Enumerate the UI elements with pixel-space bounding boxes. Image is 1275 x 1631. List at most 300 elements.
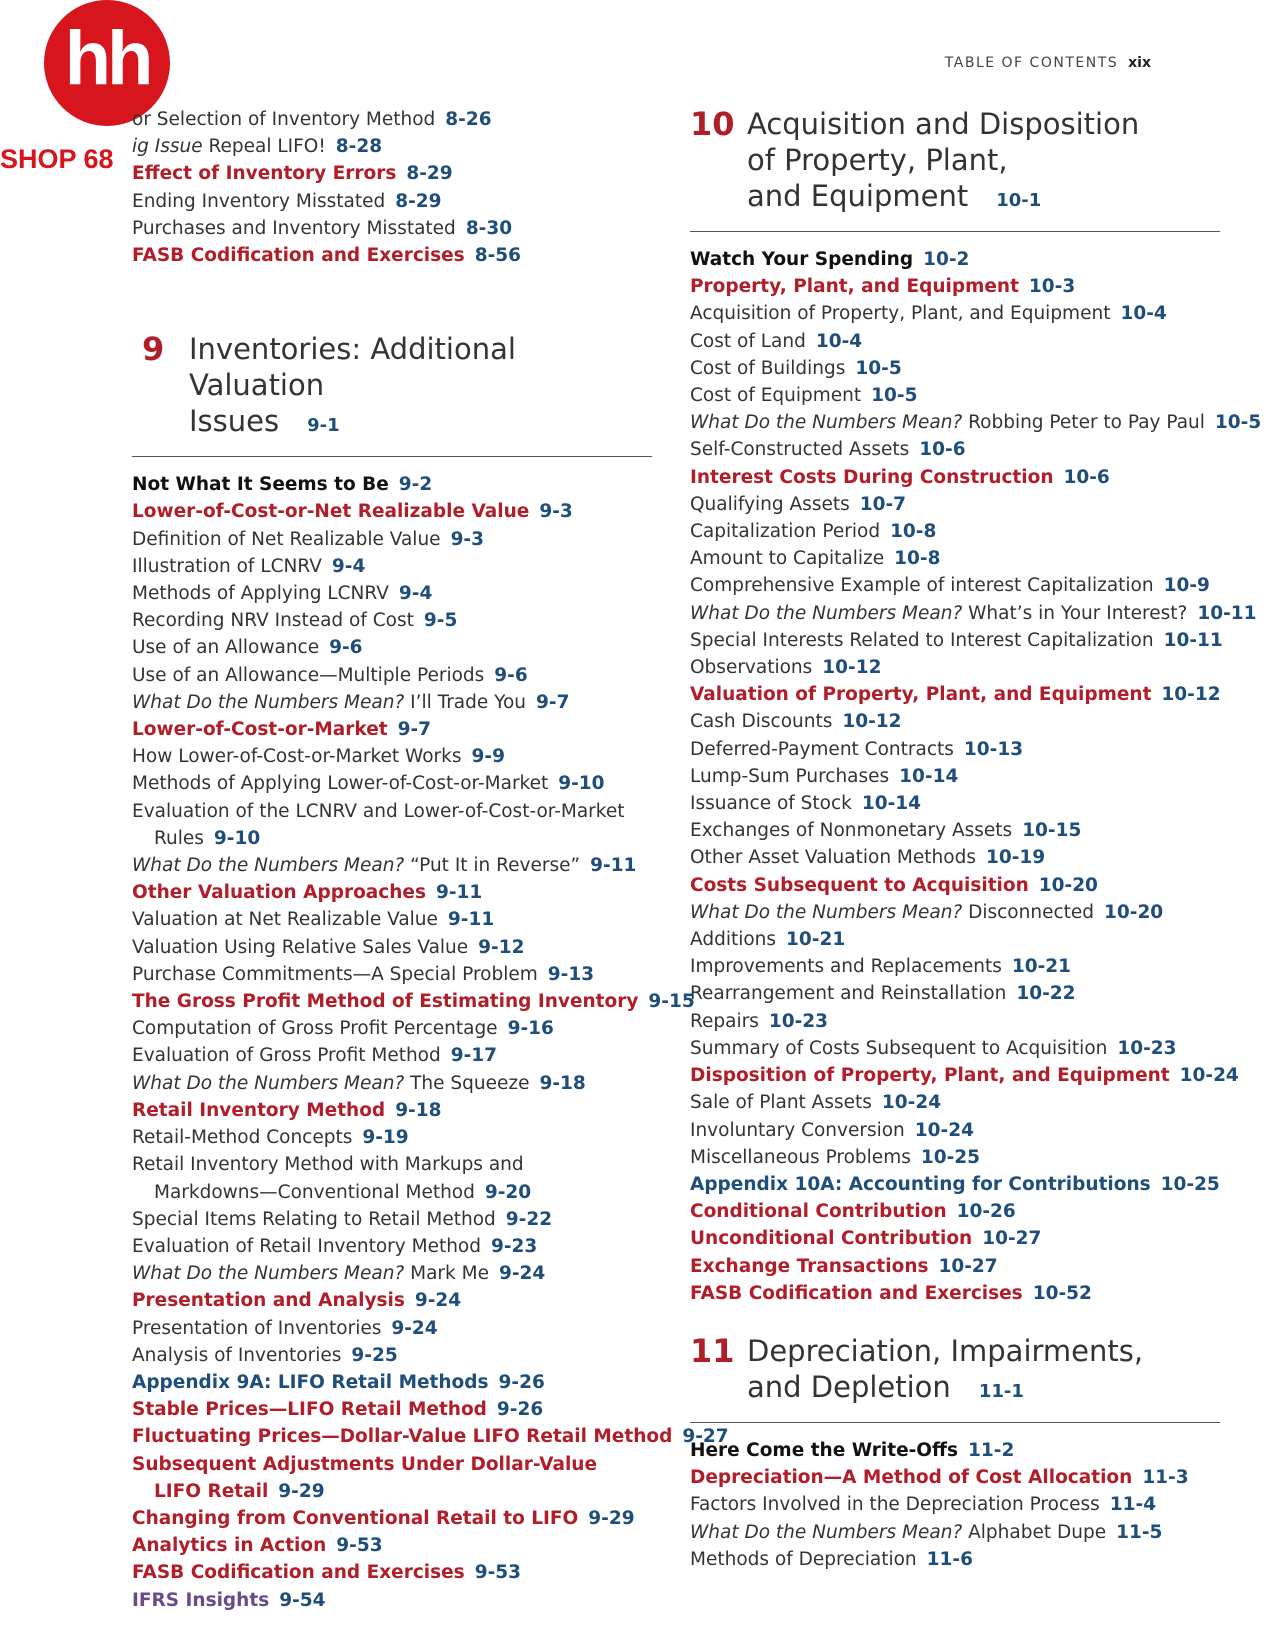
entry-page: 10-11 <box>1163 629 1223 651</box>
entry-title: Deferred-Payment Contracts <box>690 738 954 760</box>
entry-page: 10-24 <box>1179 1065 1239 1087</box>
entry-page: 9-15 <box>648 991 695 1013</box>
entry-page: 10-25 <box>920 1146 981 1168</box>
entry-page: 9-3 <box>539 501 573 523</box>
entry-page: 9-18 <box>395 1099 442 1121</box>
entry-page: 10-5 <box>855 357 902 379</box>
toc-entry[interactable] <box>690 681 1220 708</box>
entry-title: Definition of Net Realizable Value <box>132 528 441 550</box>
toc-entry[interactable] <box>690 817 1220 844</box>
toc-entry[interactable] <box>132 1042 652 1069</box>
entry-page: 10-21 <box>1011 956 1072 978</box>
toc-entry[interactable] <box>132 1179 652 1206</box>
chapter-title: Depreciation, Impairments, and Depletion 11-1 <box>747 1333 1144 1404</box>
toc-entry[interactable] <box>132 580 652 607</box>
entry-title: Property, Plant, and Equipment <box>690 276 1019 298</box>
entry-subtitle: The Squeeze <box>404 1072 530 1094</box>
entry-page: 10-27 <box>982 1228 1042 1250</box>
toc-entry[interactable] <box>132 1206 652 1233</box>
toc-entry[interactable] <box>132 1260 652 1287</box>
entry-title: Sale of Plant Assets <box>690 1092 872 1114</box>
entry-title: Improvements and Replacements <box>690 956 1002 978</box>
entry-title: Methods of Applying LCNRV <box>132 583 389 605</box>
entry-page: 9-11 <box>590 855 637 877</box>
entry-title: Cost of Buildings <box>690 357 846 379</box>
entry-page: 10-9 <box>1163 575 1210 597</box>
entry-title: Use of an Allowance—Multiple Periods <box>132 664 485 686</box>
entry-title: Cash Discounts <box>690 711 833 733</box>
toc-entry[interactable] <box>132 498 652 525</box>
chapter-9-heading <box>132 327 652 457</box>
chapter-number: 9 <box>142 330 165 369</box>
entry-page: 10-20 <box>1038 874 1098 896</box>
entry-page: 9-26 <box>496 1399 544 1421</box>
entry-title: Changing from Conventional Retail to LIFO <box>132 1507 579 1529</box>
toc-entry[interactable] <box>690 518 1220 545</box>
entry-page: 10-14 <box>861 793 922 815</box>
toc-entry[interactable] <box>132 1070 652 1097</box>
toc-entry[interactable] <box>690 1171 1220 1198</box>
toc-entry[interactable] <box>690 763 1220 790</box>
entry-subtitle: I’ll Trade You <box>404 691 527 713</box>
entry-title: Capitalization Period <box>690 521 881 543</box>
toc-entry[interactable] <box>132 1233 652 1260</box>
toc-entry[interactable] <box>132 1532 652 1559</box>
entry-title: What Do the Numbers Mean? <box>132 1263 405 1285</box>
toc-entry[interactable] <box>690 627 1223 654</box>
entry-page: 10-24 <box>914 1119 974 1141</box>
toc-entry[interactable] <box>690 1144 1220 1171</box>
entry-subtitle: “Put It in Reverse” <box>404 855 581 877</box>
hh-logo-icon: hh <box>44 0 170 126</box>
chapter-page: 10-1 <box>996 190 1042 211</box>
entry-page: 9-17 <box>450 1045 498 1067</box>
toc-entry[interactable] <box>132 743 652 770</box>
entry-title: Conditional Contribution <box>690 1201 947 1223</box>
entry-title: Repairs <box>690 1010 759 1032</box>
toc-entry[interactable] <box>690 1519 1220 1546</box>
entry-title: Purchase Commitments—A Special Problem <box>132 963 538 985</box>
entry-page: 9-4 <box>398 583 433 605</box>
toc-entry[interactable] <box>132 1015 652 1042</box>
toc-entry[interactable] <box>690 708 1220 735</box>
entry-title: Watch Your Spending <box>690 249 914 270</box>
entry-title: Unconditional Contribution <box>690 1228 973 1250</box>
toc-entry[interactable] <box>690 545 1220 572</box>
entry-title: Subsequent Adjustments Under Dollar-Value <box>132 1453 598 1475</box>
entry-page: 11-2 <box>968 1439 1015 1461</box>
toc-entry[interactable] <box>132 1505 652 1532</box>
toc-entry[interactable] <box>132 1287 652 1314</box>
entry-title: Evaluation of Gross Profit Method <box>132 1045 441 1067</box>
entry-page: 9-9 <box>471 746 505 768</box>
entry-subtitle: What’s in Your Interest? <box>962 602 1188 624</box>
toc-entry[interactable] <box>132 1478 652 1505</box>
entry-page: 10-12 <box>1161 684 1221 706</box>
entry-page: 9-2 <box>398 474 433 496</box>
toc-entry[interactable] <box>132 934 652 961</box>
chapter-page: 11-1 <box>978 1380 1024 1402</box>
entry-title: ig Issue <box>132 136 203 158</box>
entry-title: Effect of Inventory Errors <box>132 163 397 185</box>
toc-entry[interactable] <box>690 926 1220 953</box>
entry-title: FASB Codification and Exercises <box>132 245 465 267</box>
entry-subtitle: Repeal LIFO! <box>202 136 326 158</box>
toc-entry[interactable] <box>690 1437 1220 1464</box>
toc-entry[interactable] <box>132 1396 652 1423</box>
entry-page: 9-20 <box>484 1181 532 1203</box>
toc-entry[interactable] <box>132 825 652 852</box>
entry-title: Other Valuation Approaches <box>132 882 426 904</box>
toc-entry[interactable] <box>132 988 695 1015</box>
toc-entry[interactable] <box>690 600 1257 627</box>
toc-entry[interactable] <box>690 1464 1220 1491</box>
toc-entry[interactable] <box>690 1225 1220 1252</box>
entry-title: LIFO Retail <box>154 1480 269 1502</box>
entry-page: 10-24 <box>881 1092 942 1114</box>
entry-title: Summary of Costs Subsequent to Acquisition <box>690 1037 1108 1059</box>
toc-entry[interactable] <box>690 355 1220 382</box>
entry-page: 9-22 <box>505 1208 553 1230</box>
entry-title: Acquisition of Property, Plant, and Equipment <box>690 303 1111 325</box>
entry-page: 9-27 <box>682 1426 729 1448</box>
entry-title: Interest Costs During Construction <box>690 466 1054 488</box>
entry-page: 9-16 <box>507 1018 554 1040</box>
toc-entry[interactable] <box>132 133 652 160</box>
toc-entry[interactable] <box>690 436 1220 463</box>
toc-entry[interactable] <box>132 553 652 580</box>
entry-page: 10-22 <box>1016 983 1076 1005</box>
toc-entry[interactable] <box>132 1097 652 1124</box>
entry-page: 11-6 <box>926 1548 973 1570</box>
entry-page: 10-20 <box>1104 901 1164 923</box>
entry-title: or Selection of Inventory Method <box>132 109 436 130</box>
entry-page: 8-30 <box>465 217 513 239</box>
entry-page: 10-8 <box>890 521 937 543</box>
entry-title: Stable Prices—LIFO Retail Method <box>132 1399 487 1421</box>
toc-entry[interactable] <box>690 844 1220 871</box>
toc-entry[interactable] <box>132 526 652 553</box>
toc-entry[interactable] <box>690 1008 1220 1035</box>
entry-title: How Lower-of-Cost-or-Market Works <box>132 746 462 768</box>
entry-title: Issuance of Stock <box>690 793 852 815</box>
entry-title: What Do the Numbers Mean? <box>690 412 963 434</box>
entry-title: Presentation and Analysis <box>132 1290 405 1312</box>
toc-entry[interactable] <box>690 953 1220 980</box>
toc-entry[interactable] <box>690 1253 1220 1280</box>
toc-entry[interactable] <box>132 215 652 242</box>
shop-label: SHOP 68 <box>0 144 114 174</box>
toc-entry[interactable] <box>132 852 652 879</box>
toc-entry[interactable] <box>690 1198 1220 1225</box>
entry-page: 10-5 <box>871 385 918 407</box>
entry-title: Self-Constructed Assets <box>690 439 910 461</box>
entry-title: Amount to Capitalize <box>690 548 885 570</box>
toc-entry[interactable] <box>690 1062 1239 1089</box>
entry-page: 9-25 <box>351 1344 398 1366</box>
entry-title: Retail Inventory Method <box>132 1099 386 1121</box>
entry-page: 10-6 <box>1063 466 1110 488</box>
entry-page: 9-11 <box>447 909 495 931</box>
entry-title: Rules <box>154 827 204 849</box>
entry-title: Exchanges of Nonmonetary Assets <box>690 820 1013 842</box>
entry-page: 10-23 <box>1117 1037 1177 1059</box>
toc-entry[interactable] <box>132 1451 652 1478</box>
entry-page: 9-18 <box>539 1072 586 1094</box>
entry-title: Disposition of Property, Plant, and Equipment <box>690 1065 1170 1087</box>
entry-page: 9-29 <box>588 1507 635 1529</box>
toc-entry[interactable] <box>690 300 1220 327</box>
entry-title: Valuation of Property, Plant, and Equipment <box>690 684 1152 706</box>
entry-page: 9-7 <box>536 691 570 713</box>
entry-page: 10-13 <box>963 738 1024 760</box>
toc-entry[interactable] <box>690 872 1220 899</box>
toc-entry[interactable] <box>690 899 1220 926</box>
entry-title: Not What It Seems to Be <box>132 474 389 496</box>
chapter-number: 11 <box>690 1331 735 1370</box>
toc-entry[interactable] <box>132 160 652 187</box>
entry-title: Cost of Equipment <box>690 385 862 407</box>
entry-title: Appendix 9A: LIFO Retail Methods <box>132 1371 489 1393</box>
toc-entry[interactable] <box>690 1280 1220 1307</box>
entry-title: Lower-of-Cost-or-Net Realizable Value <box>132 501 530 523</box>
entry-page: 10-3 <box>1028 276 1076 298</box>
entry-page: 9-4 <box>331 555 366 577</box>
entry-page: 9-10 <box>213 827 261 849</box>
entry-title: Cost of Land <box>690 330 806 352</box>
entry-title: What Do the Numbers Mean? <box>132 855 405 877</box>
toc-entry[interactable] <box>132 188 652 215</box>
toc-entry[interactable] <box>132 961 652 988</box>
toc-entry[interactable] <box>132 879 652 906</box>
toc-entry[interactable] <box>132 634 652 661</box>
entry-page: 9-13 <box>547 963 595 985</box>
entry-title: Additions <box>690 929 777 951</box>
entry-title: Retail Inventory Method with Markups and <box>132 1154 524 1176</box>
entry-page: 9-54 <box>279 1589 326 1611</box>
entry-title: Purchases and Inventory Misstated <box>132 217 456 239</box>
entry-title: Ending Inventory Misstated <box>132 190 386 212</box>
toc-entry[interactable] <box>690 464 1220 491</box>
entry-page: 10-4 <box>815 330 863 352</box>
entry-page: 9-19 <box>362 1127 409 1149</box>
toc-entry[interactable] <box>690 246 1220 273</box>
toc-entry[interactable] <box>690 980 1220 1007</box>
chapter-11-entries <box>690 1437 1220 1573</box>
toc-entry[interactable] <box>132 1151 652 1178</box>
entry-page: 8-29 <box>406 163 453 185</box>
toc-entry[interactable] <box>132 770 652 797</box>
running-header <box>945 55 1151 71</box>
entry-page: 9-24 <box>414 1290 462 1312</box>
toc-entry[interactable] <box>690 382 1220 409</box>
entry-title: Factors Involved in the Depreciation Process <box>690 1494 1100 1516</box>
entry-title: Appendix 10A: Accounting for Contributions <box>690 1173 1151 1195</box>
entry-title: Lump-Sum Purchases <box>690 765 890 787</box>
entry-title: Valuation at Net Realizable Value <box>132 909 438 931</box>
entry-subtitle: Disconnected <box>962 901 1095 923</box>
toc-entry[interactable] <box>690 654 1220 681</box>
chapter-10-entries <box>690 246 1262 1307</box>
ch8-entries <box>132 106 652 269</box>
entry-page: 9-24 <box>498 1263 546 1285</box>
entry-title: Use of an Allowance <box>132 637 320 659</box>
entry-title: Evaluation of the LCNRV and Lower-of-Cost-or-Market <box>132 800 625 822</box>
entry-title: Exchange Transactions <box>690 1255 929 1277</box>
toc-entry[interactable] <box>690 491 1220 518</box>
toc-entry[interactable] <box>690 1089 1220 1116</box>
entry-page: 8-26 <box>445 109 492 130</box>
entry-page: 10-21 <box>786 929 846 951</box>
entry-title: Fluctuating Prices—Dollar-Value LIFO Retail Method <box>132 1426 673 1448</box>
toc-entry[interactable] <box>690 1491 1220 1518</box>
entry-title: What Do the Numbers Mean? <box>132 1072 405 1094</box>
toc-entry[interactable] <box>690 1546 1220 1573</box>
entry-page: 10-15 <box>1022 820 1082 842</box>
toc-entry[interactable] <box>690 328 1220 355</box>
entry-title: Comprehensive Example of interest Capitalization <box>690 575 1154 597</box>
chapter-number: 10 <box>690 105 735 143</box>
entry-page: 10-4 <box>1120 303 1167 325</box>
entry-title: Analytics in Action <box>132 1535 327 1557</box>
entry-page: 10-6 <box>919 439 966 461</box>
entry-page: 10-12 <box>822 657 882 679</box>
entry-page: 10-27 <box>938 1255 998 1277</box>
entry-page: 10-5 <box>1214 412 1262 434</box>
chapter-10-heading <box>690 106 1220 232</box>
entry-page: 10-26 <box>956 1201 1016 1223</box>
entry-title: Depreciation—A Method of Cost Allocation <box>690 1467 1133 1489</box>
entry-page: 9-12 <box>478 936 525 958</box>
entry-page: 9-26 <box>498 1371 545 1393</box>
entry-page: 10-12 <box>842 711 902 733</box>
entry-page: 9-53 <box>474 1562 521 1584</box>
entry-title: What Do the Numbers Mean? <box>690 901 963 923</box>
entry-title: Qualifying Assets <box>690 493 850 515</box>
entry-title: Methods of Depreciation <box>690 1548 917 1570</box>
entry-title: FASB Codification and Exercises <box>690 1282 1023 1304</box>
toc-entry[interactable] <box>690 790 1220 817</box>
toc-entry[interactable] <box>132 1124 652 1151</box>
entry-subtitle: Mark Me <box>404 1263 489 1285</box>
toc-entry[interactable] <box>690 1035 1220 1062</box>
entry-title: What Do the Numbers Mean? <box>132 691 405 713</box>
toc-entry[interactable] <box>132 906 652 933</box>
toc-entry[interactable] <box>132 242 652 269</box>
entry-page: 9-29 <box>278 1480 325 1502</box>
entry-page: 9-5 <box>423 610 458 632</box>
entry-page: 11-4 <box>1109 1494 1157 1516</box>
entry-page: 10-52 <box>1032 1282 1092 1304</box>
entry-page: 9-11 <box>435 882 483 904</box>
entry-title: IFRS Insights <box>132 1589 270 1611</box>
entry-title: Illustration of LCNRV <box>132 555 322 577</box>
toc-entry[interactable] <box>690 409 1262 436</box>
entry-title: Analysis of Inventories <box>132 1344 342 1366</box>
toc-entry[interactable] <box>132 798 652 825</box>
toc-entry[interactable] <box>132 689 652 716</box>
entry-page: 8-28 <box>335 136 383 158</box>
entry-page: 10-23 <box>768 1010 829 1032</box>
entry-title: Special Items Relating to Retail Method <box>132 1208 496 1230</box>
toc-entry[interactable] <box>132 1315 652 1342</box>
entry-title: Computation of Gross Profit Percentage <box>132 1018 498 1040</box>
entry-page: 11-3 <box>1142 1467 1189 1489</box>
entry-title: Methods of Applying Lower-of-Cost-or-Market <box>132 773 549 795</box>
entry-title: The Gross Profit Method of Estimating Inventory <box>132 991 639 1013</box>
entry-title: What Do the Numbers Mean? <box>690 1521 963 1543</box>
toc-entry[interactable] <box>132 471 652 498</box>
entry-title: FASB Codification and Exercises <box>132 1562 465 1584</box>
entry-page: 9-53 <box>336 1535 383 1557</box>
entry-title: Evaluation of Retail Inventory Method <box>132 1235 481 1257</box>
entry-page: 11-5 <box>1116 1521 1163 1543</box>
entry-title: Costs Subsequent to Acquisition <box>690 874 1029 896</box>
entry-page: 9-24 <box>391 1317 438 1339</box>
entry-page: 8-29 <box>395 190 442 212</box>
entry-page: 9-6 <box>329 637 363 659</box>
toc-entry[interactable] <box>690 572 1220 599</box>
entry-title: Valuation Using Relative Sales Value <box>132 936 469 958</box>
entry-title: Miscellaneous Problems <box>690 1146 911 1168</box>
chapter-11-heading <box>690 1333 1220 1423</box>
toc-entry[interactable] <box>132 716 652 743</box>
entry-page: 10-25 <box>1160 1173 1220 1195</box>
entry-page: 9-23 <box>491 1235 538 1257</box>
entry-page: 10-8 <box>894 548 941 570</box>
entry-page: 10-19 <box>985 847 1046 869</box>
entry-title: Rearrangement and Reinstallation <box>690 983 1007 1005</box>
chapter-title: Inventories: Additional Valuation Issues 9-1 <box>189 332 516 439</box>
right-column <box>690 105 1262 1573</box>
toc-entry[interactable] <box>132 1369 652 1396</box>
entry-page: 10-2 <box>923 249 970 270</box>
toc-entry[interactable] <box>690 273 1220 300</box>
entry-subtitle: Robbing Peter to Pay Paul <box>962 412 1205 434</box>
header-label: TABLE OF CONTENTS <box>944 55 1119 71</box>
toc-entry[interactable] <box>132 1587 652 1614</box>
entry-page: 10-7 <box>859 493 907 515</box>
entry-title: What Do the Numbers Mean? <box>690 602 963 624</box>
toc-entry[interactable] <box>690 736 1220 763</box>
entry-title: Presentation of Inventories <box>132 1317 382 1339</box>
entry-page: 8-56 <box>474 245 521 267</box>
entry-title: Other Asset Valuation Methods <box>690 847 976 869</box>
entry-page: 9-7 <box>397 719 432 741</box>
entry-page: 9-3 <box>450 528 484 550</box>
toc-entry[interactable] <box>132 1423 729 1450</box>
entry-page: 10-14 <box>899 765 959 787</box>
entry-page: 10-11 <box>1197 602 1257 624</box>
entry-title: Involuntary Conversion <box>690 1119 905 1141</box>
toc-entry[interactable] <box>132 106 652 133</box>
toc-entry[interactable] <box>690 1117 1220 1144</box>
entry-title: Observations <box>690 657 813 679</box>
chapter-title: Acquisition and Disposition of Property, Plant, and Equipment 10-1 <box>747 107 1140 213</box>
entry-page: 9-10 <box>558 773 605 795</box>
entry-title: Retail-Method Concepts <box>132 1127 353 1149</box>
toc-entry[interactable] <box>132 1559 652 1586</box>
toc-entry[interactable] <box>132 662 652 689</box>
chapter-page: 9-1 <box>307 415 340 437</box>
entry-title: Lower-of-Cost-or-Market <box>132 719 388 741</box>
entry-page: 9-6 <box>494 664 528 686</box>
entry-title: Recording NRV Instead of Cost <box>132 610 414 632</box>
page-number: xix <box>1128 55 1151 71</box>
entry-subtitle: Alphabet Dupe <box>962 1521 1107 1543</box>
toc-entry[interactable] <box>132 1342 652 1369</box>
toc-entry[interactable] <box>132 607 652 634</box>
